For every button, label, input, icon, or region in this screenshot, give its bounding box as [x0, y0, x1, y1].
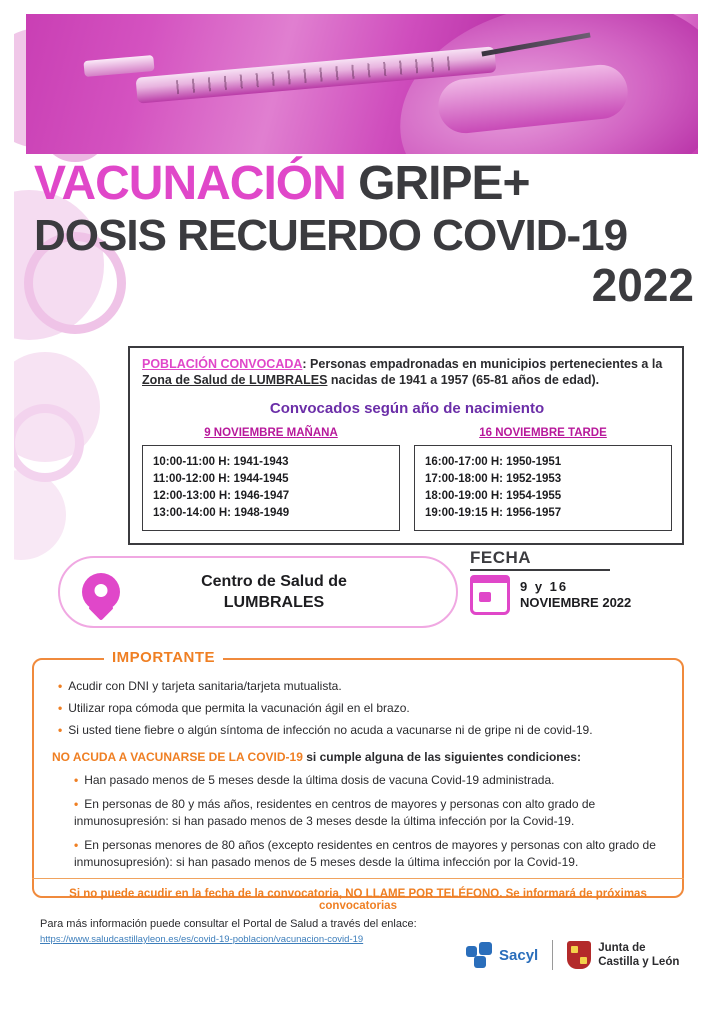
location-pill	[58, 556, 458, 628]
headline-gripe: GRIPE+	[358, 157, 530, 210]
zona-salud-label: Zona de Salud de LUMBRALES	[142, 373, 328, 387]
schedule-slot: 16:00-17:00 H: 1950-1951	[425, 456, 562, 468]
schedule-column-header: 9 NOVIEMBRE MAÑANA	[204, 427, 338, 439]
no-acuda-strong: NO ACUDA A VACUNARSE DE LA COVID-19	[52, 750, 303, 764]
headline-line2: DOSIS RECUERDO COVID-19	[34, 211, 628, 260]
callout-text: Si no puede acudir en la fecha de la convocatoria, NO LLAME POR TELÉFONO. Se informará de próximas convocatorias	[69, 888, 647, 912]
schedule-column-header: 16 NOVIEMBRE TARDE	[479, 427, 607, 439]
vaccination-photo	[26, 14, 698, 154]
convocatoria-text-2: nacidas de 1941 a 1957 (65-81 años de edad).	[327, 373, 600, 387]
page-right-margin	[704, 0, 714, 1020]
schedule-slot-list	[142, 445, 400, 531]
date-block	[470, 548, 670, 615]
poster-headline	[34, 158, 694, 310]
schedule-columns	[142, 427, 672, 531]
virus-ring-icon	[6, 404, 84, 482]
date-label: FECHA	[470, 548, 532, 567]
location-line2: LUMBRALES	[223, 594, 325, 611]
footnote-link[interactable]: https://www.saludcastillayleon.es/es/covid-19-poblacion/vacunacion-covid-19	[40, 934, 364, 945]
schedule-slot: 13:00-14:00 H: 1948-1949	[153, 507, 290, 519]
junta-logo	[567, 941, 679, 969]
poblacion-convocada-label: POBLACIÓN CONVOCADA	[142, 357, 303, 371]
schedule-slot: 17:00-18:00 H: 1952-1953	[425, 473, 562, 485]
page-left-margin	[0, 0, 14, 1020]
logo-bar	[466, 940, 679, 970]
convocatoria-paragraph	[142, 356, 672, 388]
coat-of-arms-icon	[567, 941, 591, 969]
schedule-slot: 19:00-19:15 H: 1956-1957	[425, 507, 562, 519]
footnote	[40, 916, 470, 947]
important-bullet: • Utilizar ropa cómoda que permita la vacunación ágil en el brazo.	[58, 698, 664, 718]
calendar-icon	[470, 575, 510, 615]
headline-year: 2022	[591, 259, 694, 311]
junta-line2: Castilla y León	[598, 956, 680, 968]
date-line1: 9 y 16	[520, 579, 569, 594]
sacyl-mark-icon	[466, 942, 492, 968]
condition-bullet: • En personas de 80 y más años, residentes en centros de mayores y personas con alto grado de inmunosupresión: si han pasado menos de 3 meses desde la última infección por la Covid-19.	[74, 796, 664, 830]
junta-logo-text	[598, 941, 679, 969]
schedule-slot-list	[414, 445, 672, 531]
important-bullet: • Acudir con DNI y tarjeta sanitaria/tarjeta mutualista.	[58, 676, 664, 696]
map-pin-icon	[82, 573, 120, 611]
sacyl-logo	[466, 942, 538, 968]
schedule-slot: 12:00-13:00 H: 1946-1947	[153, 490, 290, 502]
date-line2: NOVIEMBRE 2022	[520, 595, 632, 610]
schedule-column-morning	[142, 427, 400, 531]
no-acuda-paragraph	[52, 748, 664, 766]
date-row	[470, 575, 670, 615]
no-acuda-rest: si cumple alguna de las siguientes condiciones:	[302, 750, 581, 764]
syringe-plunger-graphic	[83, 55, 154, 77]
important-title: IMPORTANTE	[104, 649, 223, 666]
schedule-slot: 10:00-11:00 H: 1941-1943	[153, 456, 289, 468]
important-box	[32, 649, 684, 898]
page-bottom-margin	[0, 1002, 714, 1020]
convocatoria-box	[128, 346, 684, 545]
convocatoria-text-1: : Personas empadronadas en municipios pertenecientes a la	[302, 357, 663, 371]
date-value	[520, 579, 631, 611]
sacyl-logo-text: Sacyl	[499, 946, 539, 964]
condition-bullet: • Han pasado menos de 5 meses desde la última dosis de vacuna Covid-19 administrada.	[74, 772, 664, 789]
date-divider	[470, 569, 610, 571]
junta-line1: Junta de	[598, 942, 646, 954]
convocatoria-subtitle: Convocados según año de nacimiento	[269, 400, 545, 417]
footnote-text: Para más información puede consultar el Portal de Salud a través del enlace:	[40, 918, 417, 930]
condition-bullet: • En personas menores de 80 años (excepto residentes en centros de mayores y personas con alto grado de inmunosupresión): si han pasado menos de 5 meses desde la última infección por la Covid-19.	[74, 837, 664, 871]
important-bullet: • Si usted tiene fiebre o algún síntoma de infección no acuda a vacunarse ni de gripe ni de covid-19.	[58, 720, 664, 740]
location-text	[134, 571, 414, 613]
location-line1: Centro de Salud de	[201, 573, 347, 590]
logo-divider	[552, 940, 553, 970]
schedule-column-afternoon	[414, 427, 672, 531]
headline-vacunacion: VACUNACIÓN	[34, 157, 346, 210]
schedule-slot: 18:00-19:00 H: 1954-1955	[425, 490, 562, 502]
schedule-slot: 11:00-12:00 H: 1944-1945	[153, 473, 289, 485]
callout-divider	[32, 878, 684, 879]
